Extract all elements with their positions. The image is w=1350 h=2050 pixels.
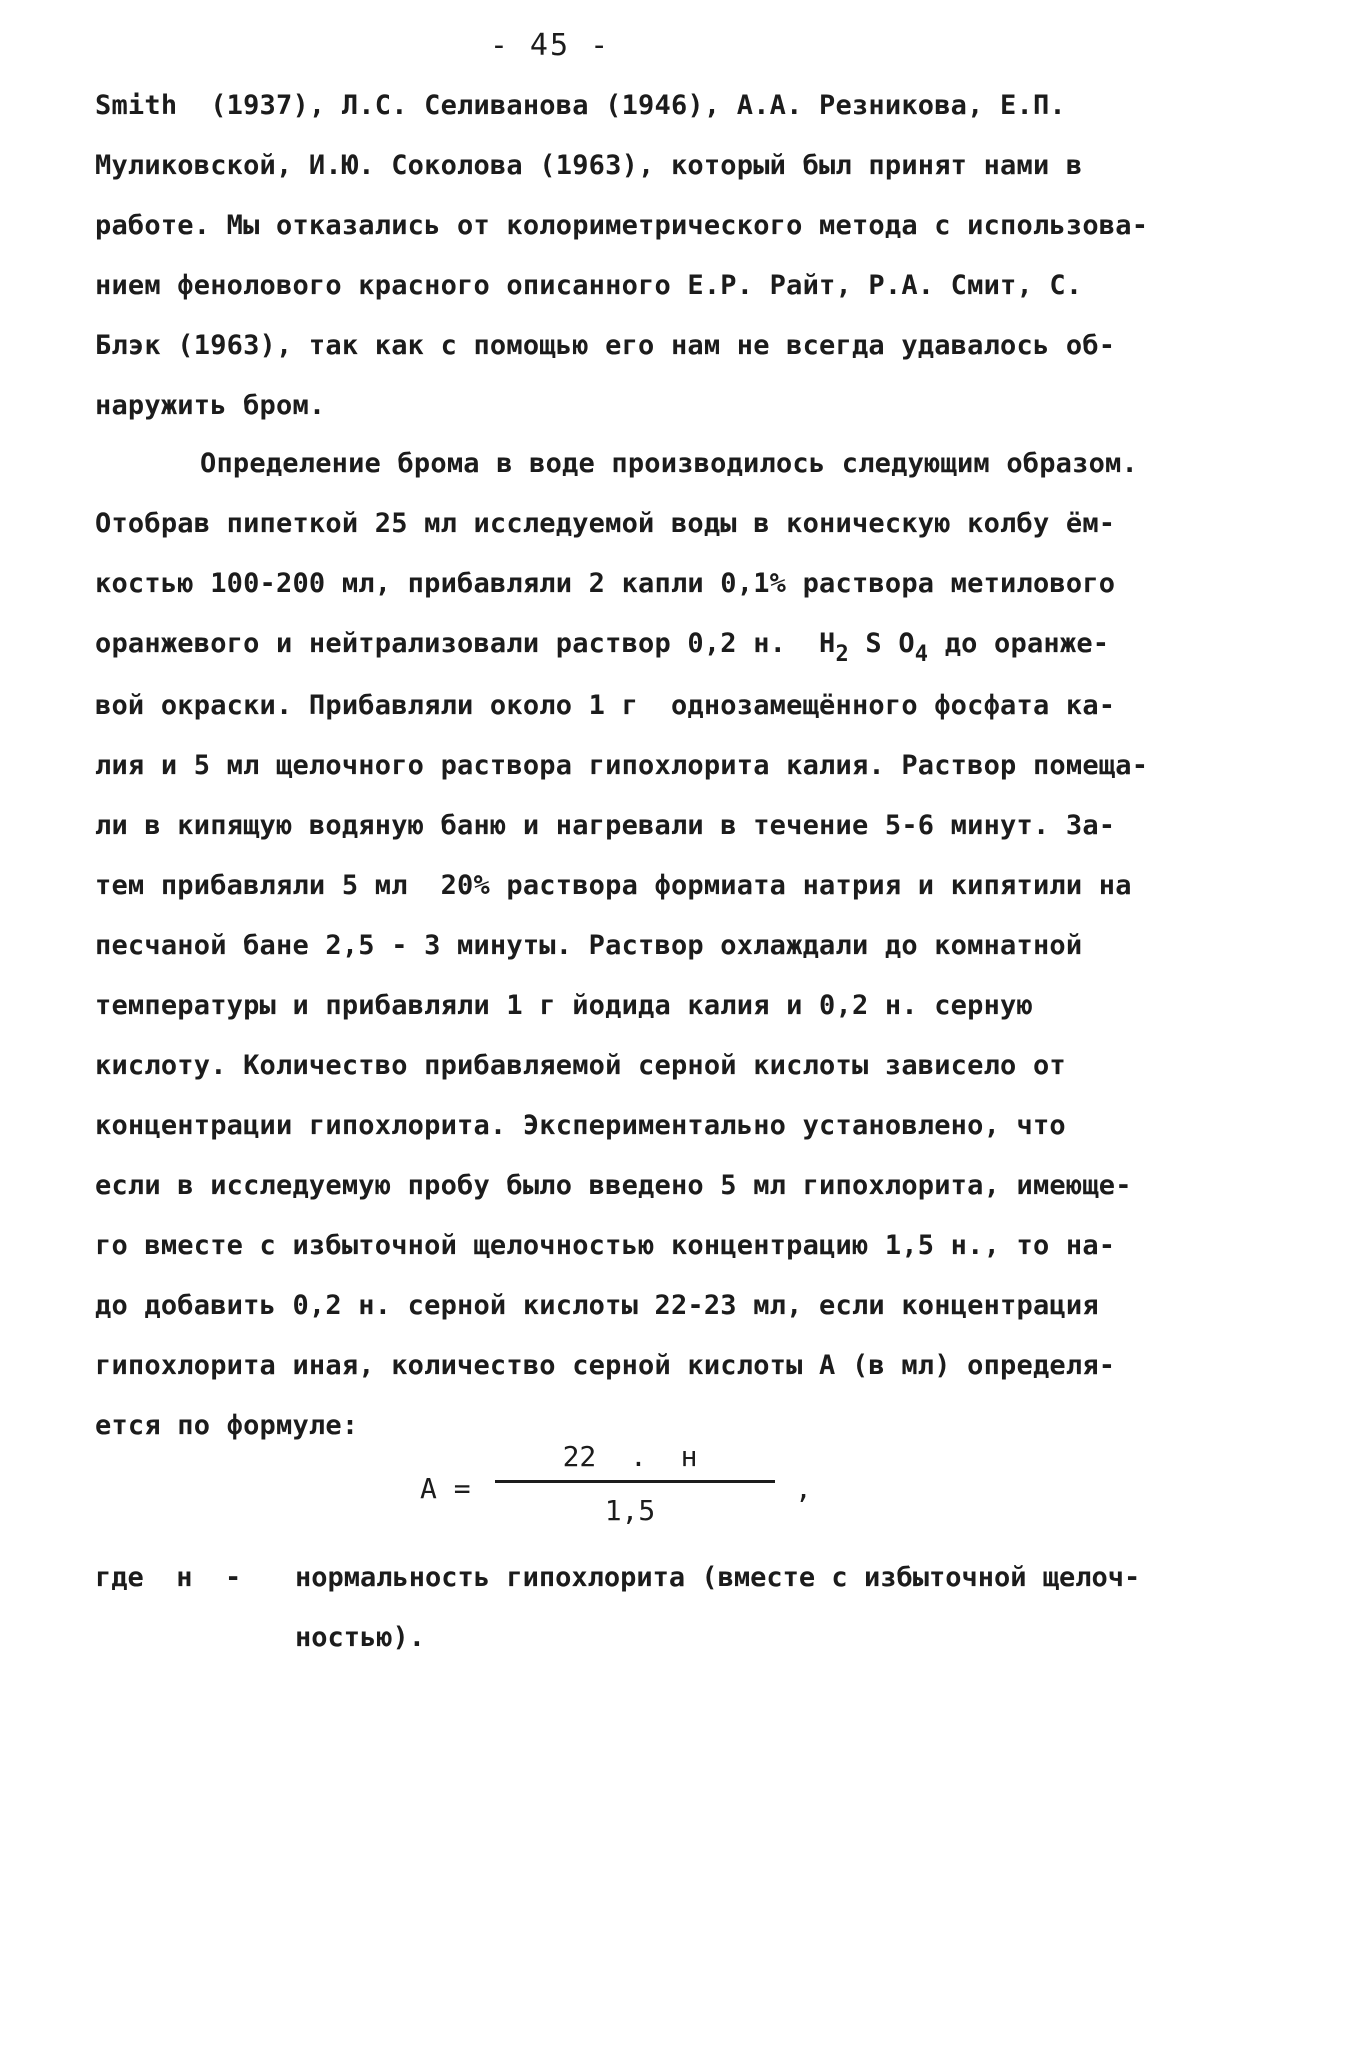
text-line: нормальность гипохлорита (вместе с избыточной щелоч- — [295, 1562, 1141, 1593]
text-line: тем прибавляли 5 мл 20% раствора формиата натрия и кипятили на — [95, 870, 1132, 901]
text-line: кислоту. Количество прибавляемой серной кислоты зависело от — [95, 1050, 1066, 1081]
formula-lhs: A = — [420, 1472, 471, 1505]
text-line: песчаной бане 2,5 - 3 минуты. Раствор охлаждали до комнатной — [95, 930, 1083, 961]
text-line-with-formula — [95, 614, 1275, 676]
text-line: Smith (1937), Л.С. Селиванова (1946), А.А. Резникова, Е.П. — [95, 90, 1066, 121]
formula-numerator: 22 . н — [562, 1440, 698, 1473]
paragraph-1 — [95, 76, 1275, 436]
text-line: костью 100-200 мл, прибавляли 2 капли 0,1% раствора метилового — [95, 568, 1116, 599]
paragraph-2 — [95, 434, 1275, 1456]
text-line: вой окраски. Прибавляли около 1 г однозамещённого фосфата ка- — [95, 690, 1116, 721]
text-line: Отобрав пипеткой 25 мл исследуемой воды в коническую колбу ём- — [95, 508, 1116, 539]
text-segment: оранжевого и нейтрализовали раствор 0,2 н. H — [95, 628, 836, 659]
text-line: до добавить 0,2 н. серной кислоты 22-23 мл, если концентрация — [95, 1290, 1099, 1321]
text-segment: до оранже- — [928, 628, 1110, 659]
text-line: ется по формуле: — [95, 1410, 359, 1441]
text-line: лия и 5 мл щелочного раствора гипохлорита калия. Раствор помеща- — [95, 750, 1149, 781]
text-line: Определение брома в воде производилось следующим образом. — [200, 448, 1138, 479]
text-line: работе. Мы отказались от колориметрического метода с использова- — [95, 210, 1149, 241]
text-line: нием фенолового красного описанного Е.Р. Райт, Р.А. Смит, С. — [95, 270, 1083, 301]
subscript: 2 — [835, 642, 849, 667]
text-line: ли в кипящую водяную баню и нагревали в течение 5-6 минут. За- — [95, 810, 1116, 841]
text-line: ностью). — [295, 1622, 426, 1653]
where-term: где н - — [95, 1562, 242, 1593]
where-definition — [295, 1548, 1295, 1668]
text-line: наружить бром. — [95, 390, 326, 421]
text-segment: S O — [848, 628, 915, 659]
text-line: Блэк (1963), так как с помощью его нам не всегда удавалось об- — [95, 330, 1116, 361]
text-line: если в исследуемую пробу было введено 5 мл гипохлорита, имеюще- — [95, 1170, 1132, 1201]
text-line: го вместе с избыточной щелочностью концентрацию 1,5 н., то на- — [95, 1230, 1116, 1261]
subscript: 4 — [914, 642, 929, 667]
text-line: Муликовской, И.Ю. Соколова (1963), который был принят нами в — [95, 150, 1083, 181]
formula-comma: , — [795, 1472, 812, 1505]
page-number: - 45 - — [489, 28, 611, 63]
text-line: гипохлорита иная, количество серной кислоты A (в мл) определя- — [95, 1350, 1116, 1381]
text-line: концентрации гипохлорита. Экспериментально установлено, что — [95, 1110, 1066, 1141]
formula-denominator: 1,5 — [604, 1494, 656, 1527]
fraction-bar — [495, 1480, 775, 1483]
text-line: температуры и прибавляли 1 г йодида калия и 0,2 н. серную — [95, 990, 1033, 1021]
formula — [420, 1440, 820, 1550]
